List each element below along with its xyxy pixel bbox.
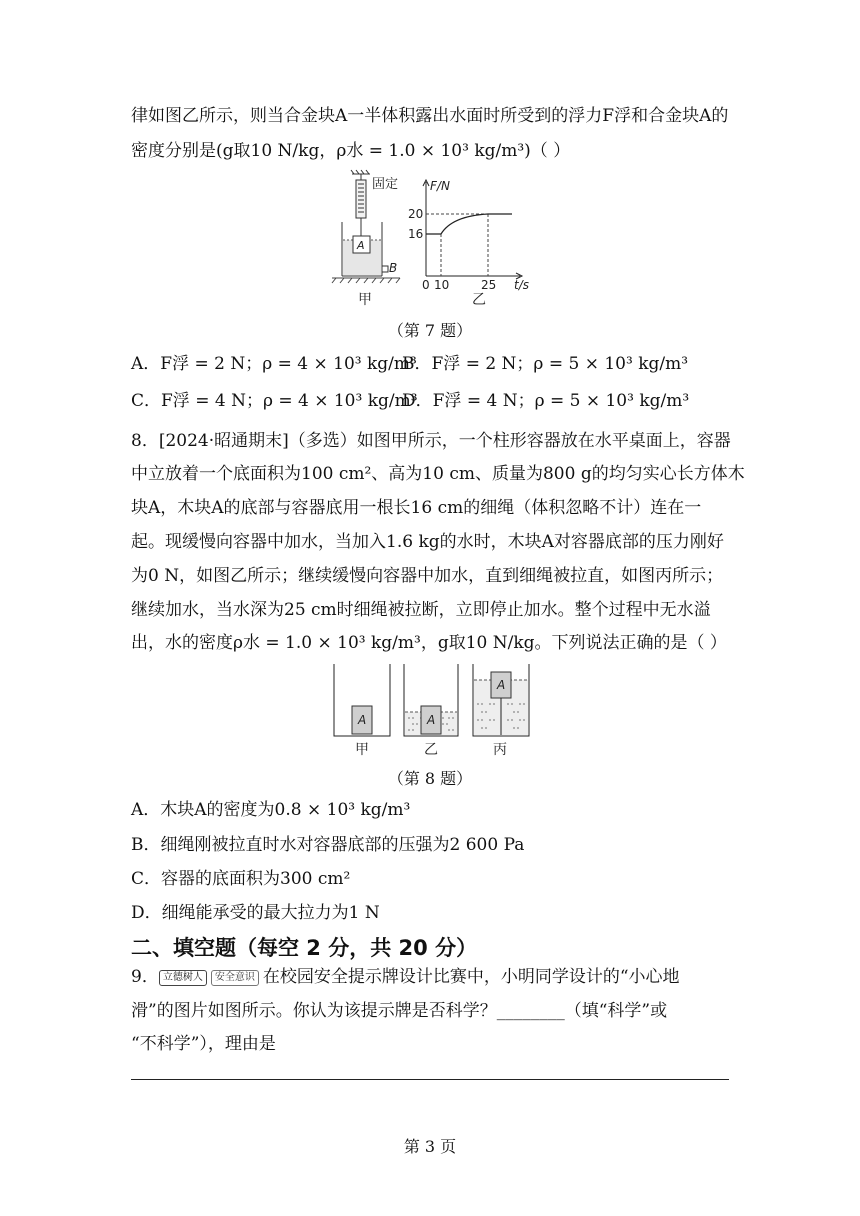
q8-label-yi: 乙 — [424, 742, 438, 758]
valve-b — [382, 266, 388, 272]
block-a-label: A — [357, 239, 365, 252]
q8-text-line-1: 8．[2024·昭通期末]（多选）如图甲所示，一个柱形容器放在水平桌面上，容器 — [131, 431, 731, 451]
q7-option-c: C．F浮 = 4 N；ρ = 4 × 10³ kg/m³ — [131, 391, 418, 411]
q8-text-line-2: 中立放着一个底面积为100 cm²、高为10 cm、质量为800 g的均匀实心长方体木 — [131, 464, 745, 484]
badge-lide: 立德树人 — [159, 970, 207, 986]
q7-figure — [320, 168, 540, 310]
q8-text-line-3: 块A，木块A的底部与容器底用一根长16 cm的细绳（体积忽略不计）连在一 — [131, 498, 702, 518]
q9-text-line-2: 滑”的图片如图所示。你认为该提示牌是否科学？________（填“科学”或 — [131, 1001, 668, 1021]
badge-safety: 安全意识 — [211, 970, 259, 986]
q8-text-line-6: 继续加水，当水深为25 cm时细绳被拉断，立即停止加水。整个过程中无水溢 — [131, 600, 711, 620]
q9-text-line-3: “不科学”），理由是 — [131, 1034, 276, 1054]
q8-option-c: C．容器的底面积为300 cm² — [131, 869, 351, 889]
tick-16: 16 — [408, 227, 424, 241]
valve-b-label: B — [389, 261, 398, 275]
q9-line1-text: 在校园安全提示牌设计比赛中，小明同学设计的“小心地 — [262, 967, 680, 987]
y-axis-label: F/N — [430, 179, 450, 193]
q7-label-jia: 甲 — [358, 292, 372, 308]
q7-text-line-1: 律如图乙所示，则当合金块A一半体积露出水面时所受到的浮力F浮和合金块A的 — [131, 106, 729, 126]
q8-option-b: B．细绳刚被拉直时水对容器底部的压强为2 600 Pa — [131, 835, 525, 855]
q8-option-d: D．细绳能承受的最大拉力为1 N — [131, 903, 380, 923]
q8-block-a-jia: A — [358, 713, 367, 727]
q7-option-b: B．F浮 = 2 N；ρ = 5 × 10³ kg/m³ — [402, 354, 689, 374]
force-curve — [426, 214, 512, 234]
q9-text-line-1 — [131, 965, 731, 989]
fixed-label: 固定 — [372, 177, 399, 192]
page-number: 第 3 页 — [403, 1137, 457, 1156]
q7-option-d: D．F浮 = 4 N；ρ = 5 × 10³ kg/m³ — [402, 391, 690, 411]
tick-25: 25 — [481, 278, 497, 292]
q7-option-a: A．F浮 = 2 N；ρ = 4 × 10³ kg/m³ — [131, 354, 417, 374]
tick-0: 0 — [422, 278, 430, 292]
answer-line — [131, 1079, 729, 1080]
q7-ground — [332, 278, 400, 283]
q8-block-a-yi: A — [427, 713, 436, 727]
fixed-support — [351, 170, 370, 236]
q8-block-a-bing: A — [497, 678, 506, 692]
q8-text-line-7: 出，水的密度ρ水 = 1.0 × 10³ kg/m³，g取10 N/kg。下列说法正确的是（ ） — [131, 633, 727, 653]
q8-option-a: A．木块A的密度为0.8 × 10³ kg/m³ — [131, 800, 411, 820]
q9-number: 9． — [131, 967, 159, 987]
q7-graph — [408, 179, 529, 308]
q8-label-bing: 丙 — [493, 742, 507, 758]
q7-text-line-2: 密度分别是(g取10 N/kg，ρ水 = 1.0 × 10³ kg/m³)（ ） — [131, 141, 571, 161]
q8-figure — [330, 662, 540, 760]
container-jia — [334, 664, 390, 758]
q7-label-yi: 乙 — [472, 292, 486, 308]
q7-caption: （第 7 题） — [387, 321, 473, 340]
tick-20: 20 — [408, 207, 424, 221]
q8-text-line-5: 为0 N，如图乙所示；继续缓慢向容器中加水，直到细绳被拉直，如图丙所示； — [131, 566, 724, 586]
q8-text-line-4: 起。现缓慢向容器中加水，当加入1.6 kg的水时，木块A对容器底部的压力刚好 — [131, 532, 724, 552]
section-heading: 二、填空题（每空 2 分，共 20 分） — [131, 936, 478, 960]
x-axis-label: t/s — [514, 278, 529, 292]
container-bing — [473, 664, 529, 758]
q8-label-jia: 甲 — [355, 742, 369, 758]
tick-10: 10 — [434, 278, 450, 292]
container-yi — [404, 664, 458, 758]
q8-caption: （第 8 题） — [387, 769, 473, 788]
